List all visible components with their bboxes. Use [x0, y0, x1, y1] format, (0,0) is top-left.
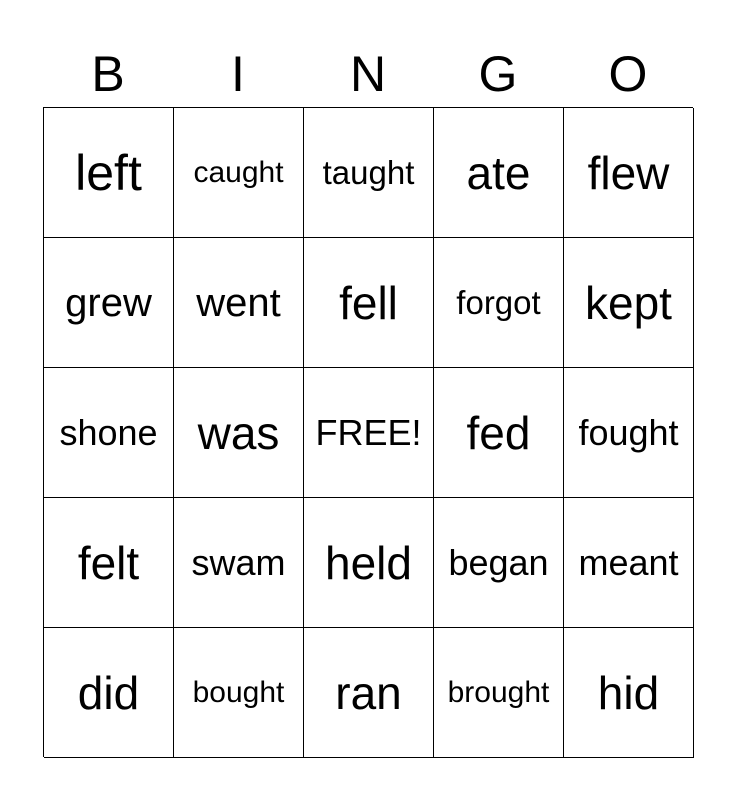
- bingo-cell free-space: FREE!: [304, 368, 434, 498]
- bingo-cell: swam: [174, 498, 304, 628]
- header-letter-g: G: [478, 46, 518, 102]
- bingo-cell: hid: [564, 628, 694, 758]
- bingo-cell: fell: [304, 238, 434, 368]
- bingo-cell: meant: [564, 498, 694, 628]
- bingo-cell: flew: [564, 108, 694, 238]
- header-letter-o: O: [608, 46, 648, 102]
- header-letter-n: N: [349, 46, 387, 102]
- bingo-cell: felt: [44, 498, 174, 628]
- bingo-cell: held: [304, 498, 434, 628]
- bingo-cell: began: [434, 498, 564, 628]
- bingo-cell: brought: [434, 628, 564, 758]
- bingo-cell: did: [44, 628, 174, 758]
- bingo-cell: forgot: [434, 238, 564, 368]
- bingo-header: [43, 40, 693, 108]
- bingo-cell: bought: [174, 628, 304, 758]
- bingo-cell: grew: [44, 238, 174, 368]
- bingo-cell: taught: [304, 108, 434, 238]
- header-letter-i: I: [231, 46, 245, 102]
- bingo-cell: shone: [44, 368, 174, 498]
- bingo-cell: ran: [304, 628, 434, 758]
- bingo-cell: ate: [434, 108, 564, 238]
- bingo-cell: fed: [434, 368, 564, 498]
- bingo-cell: kept: [564, 238, 694, 368]
- bingo-cell: went: [174, 238, 304, 368]
- bingo-cell: was: [174, 368, 304, 498]
- bingo-board: [43, 107, 693, 757]
- bingo-cell: fought: [564, 368, 694, 498]
- header-letter-b: B: [91, 46, 125, 102]
- bingo-cell: left: [44, 108, 174, 238]
- bingo-cell: caught: [174, 108, 304, 238]
